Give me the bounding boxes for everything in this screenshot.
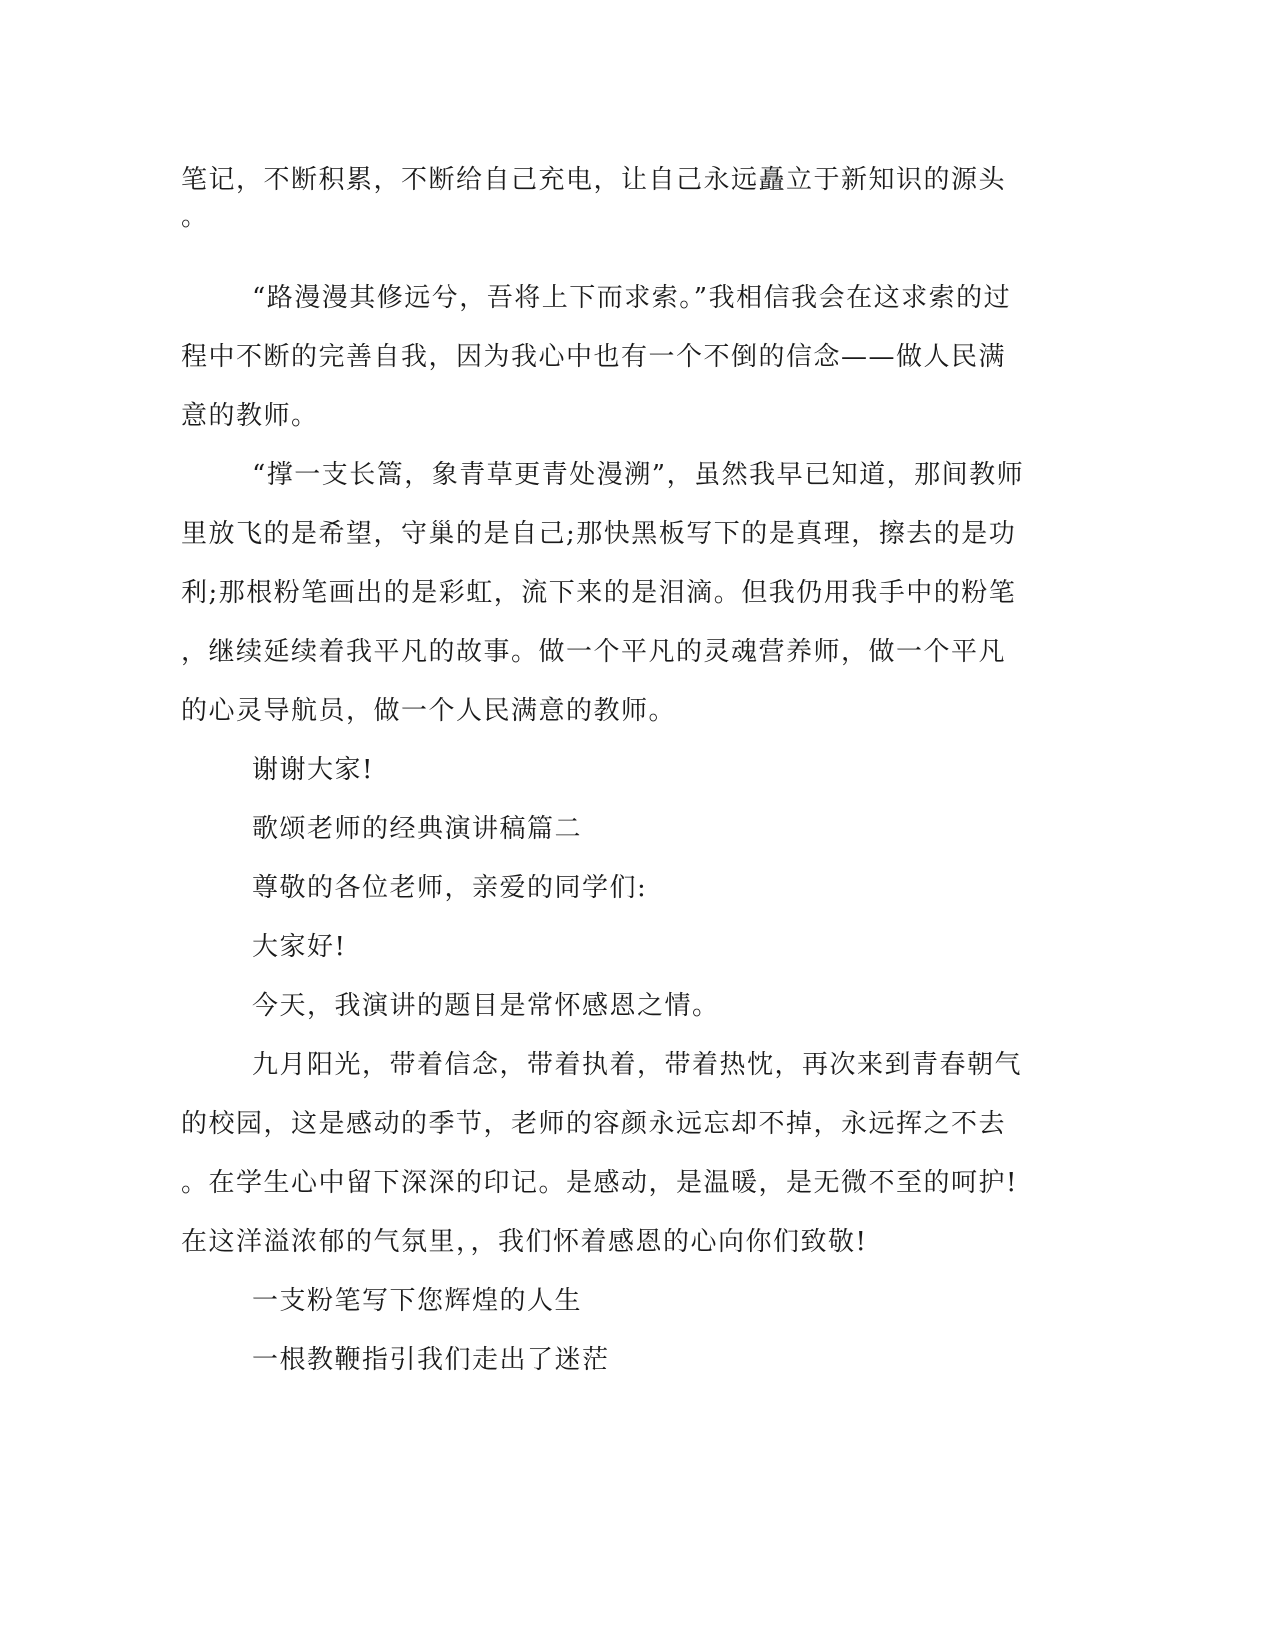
text-line: 。: [181, 202, 209, 232]
text-line: 九月阳光，带着信念，带着执着，带着热忱，再次来到青春朝气: [252, 1050, 1023, 1080]
text-line: “路漫漫其修远兮，吾将上下而求索。”我相信我会在这求索的过: [252, 283, 1012, 313]
text-line: 在这洋溢浓郁的气氛里，，我们怀着感恩的心向你们致敬!: [181, 1227, 868, 1257]
text-line: 笔记，不断积累，不断给自己充电，让自己永远矗立于新知识的源头: [181, 165, 1007, 195]
text-line: 的心灵导航员，做一个人民满意的教师。: [181, 696, 677, 726]
text-line: 。在学生心中留下深深的印记。是感动，是温暖，是无微不至的呵护!: [181, 1168, 1018, 1198]
text-line: ，继续延续着我平凡的故事。做一个平凡的灵魂营养师，做一个平凡: [181, 637, 1007, 667]
text-line: 利;那根粉笔画出的是彩虹，流下来的是泪滴。但我仍用我手中的粉笔: [181, 578, 1017, 608]
text-line: 今天，我演讲的题目是常怀感恩之情。: [252, 991, 720, 1021]
text-line: 大家好!: [252, 932, 347, 962]
text-line: 一支粉笔写下您辉煌的人生: [252, 1286, 583, 1316]
text-line: 的校园，这是感动的季节，老师的容颜永远忘却不掉，永远挥之不去: [181, 1109, 1007, 1139]
text-line: 一根教鞭指引我们走出了迷茫: [252, 1345, 610, 1375]
text-line: 尊敬的各位老师，亲爱的同学们:: [252, 873, 648, 903]
text-line: “撑一支长篙，象青草更青处漫溯”，虽然我早已知道，那间教师: [252, 460, 1025, 490]
text-line: 意的教师。: [181, 401, 319, 431]
section-heading: 歌颂老师的经典演讲稿篇二: [252, 814, 583, 844]
text-line: 程中不断的完善自我，因为我心中也有一个不倒的信念——做人民满: [181, 342, 1007, 372]
text-line: 里放飞的是希望，守巢的是自己;那快黑板写下的是真理，擦去的是功: [181, 519, 1017, 549]
text-line: 谢谢大家!: [252, 755, 374, 785]
